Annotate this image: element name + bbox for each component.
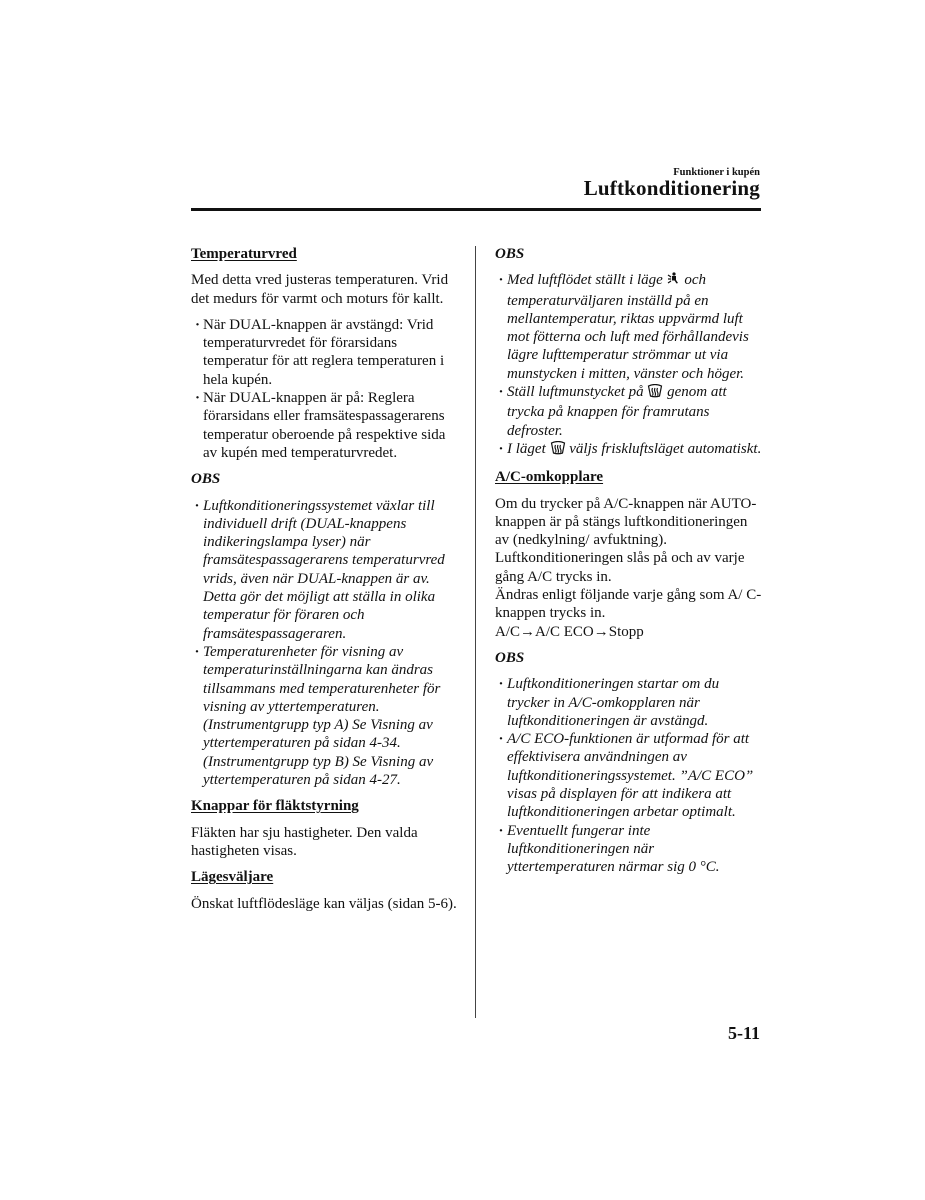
obs-list [191,497,459,790]
ac-block [495,495,763,641]
heading-temperaturvred: Temperaturvred [191,246,297,262]
obs-text: I läget [507,440,546,457]
obs-list [495,271,763,460]
heading-mode-selector: Lägesväljare [191,869,274,886]
obs-label: OBS [495,649,525,666]
obs-list [495,675,763,876]
ac-sequence: A/C→A/C ECO→Stopp [495,623,644,640]
header-rule [191,208,761,211]
obs-text: väljs friskluftsläget automatiskt. [569,440,762,457]
column-divider [475,246,476,1018]
list-item: · När DUAL-knappen är på: Reglera förarsidans eller framsätespassagerarens temperatur oberoende på respektive sida av kupén med temperaturvredet. [191,389,459,462]
obs-text: genom att trycka på knappen för framrutans defroster. [507,384,727,439]
page-title: Luftkonditionering [583,176,760,200]
windshield-defroster-icon [647,384,663,403]
ac-para-2: Luftkonditioneringen slås på och av varje gång A/C trycks in. [495,550,745,585]
right-column [495,245,763,885]
heading-ac-switch: A/C-omkopplare [495,469,604,486]
temp-list [191,316,459,462]
obs-text: Ställ luftmunstycket på [507,384,644,401]
list-item: · Luftkonditioneringen startar om du trycker in A/C-omkopplaren när luftkonditioneringen är avstängd. [495,675,763,730]
list-item: · A/C ECO-funktionen är utformad för att effektivisera användningen av luftkonditioneringssystemet. ”A/C ECO” visas på displayen för att indikera att luftkonditioneringen arbetar optimalt. [495,730,763,821]
obs-label: OBS [495,246,525,262]
list-item: · Eventuellt fungerar inte luftkonditioneringen när yttertemperaturen närmar sig 0 °C. [495,822,763,877]
list-item [495,271,763,383]
obs-text: Med luftflödet ställt i läge [507,272,663,289]
mode-text: Önskat luftflödesläge kan väljas (sidan 5-6). [191,895,457,912]
page-number: 5-11 [727,1023,760,1043]
temp-intro: Med detta vred justeras temperaturen. Vrid det medurs för varmt och moturs för kallt. [191,272,449,307]
left-column [191,245,459,921]
heading-fan-controls: Knappar för fläktstyrning [191,798,359,815]
obs-text: och temperaturväljaren inställd på en mellantemperatur, riktas uppvärmd luft mot fötterna och luft med förhållandevis lägre lufttemperatur strömmar ut via munstycken i mitten, vänster och höger. [507,272,749,382]
list-item: · När DUAL-knappen är avstängd: Vrid temperaturvredet för förarsidans temperatur för att reglera temperaturen i hela kupén. [191,316,459,389]
list-item [495,440,763,460]
list-item: · Luftkonditioneringssystemet växlar till individuell drift (DUAL-knappens indikeringslampa lyser) när framsätespassagerarens temperaturvred vrids, även när DUAL-knappen är av. Detta gör det möjligt att ställa in olika temperatur för föraren och framsätespassageraren. [191,497,459,643]
fan-text: Fläkten har sju hastigheter. Den valda hastigheten visas. [191,824,418,859]
section-label: Funktioner i kupén [673,167,760,178]
obs-label: OBS [191,471,221,488]
ac-para-3: Ändras enligt följande varje gång som A/ C-knappen trycks in. [495,587,762,622]
list-item [495,383,763,440]
bilevel-airflow-icon [667,272,681,291]
windshield-defroster-icon [550,441,566,460]
ac-para-1: Om du trycker på A/C-knappen när AUTO-knappen är på stängs luftkonditioneringen av (nedkylning/ avfuktning). [495,495,757,549]
list-item: · Temperaturenheter för visning av temperaturinställningarna kan ändras tillsammans med temperaturenheter för visning av yttertemperaturen. (Instrumentgrupp typ A) Se Visning av yttertemperaturen på sidan 4-34. (Instrumentgrupp typ B) Se Visning av yttertemperaturen på sidan 4-27. [191,643,459,789]
